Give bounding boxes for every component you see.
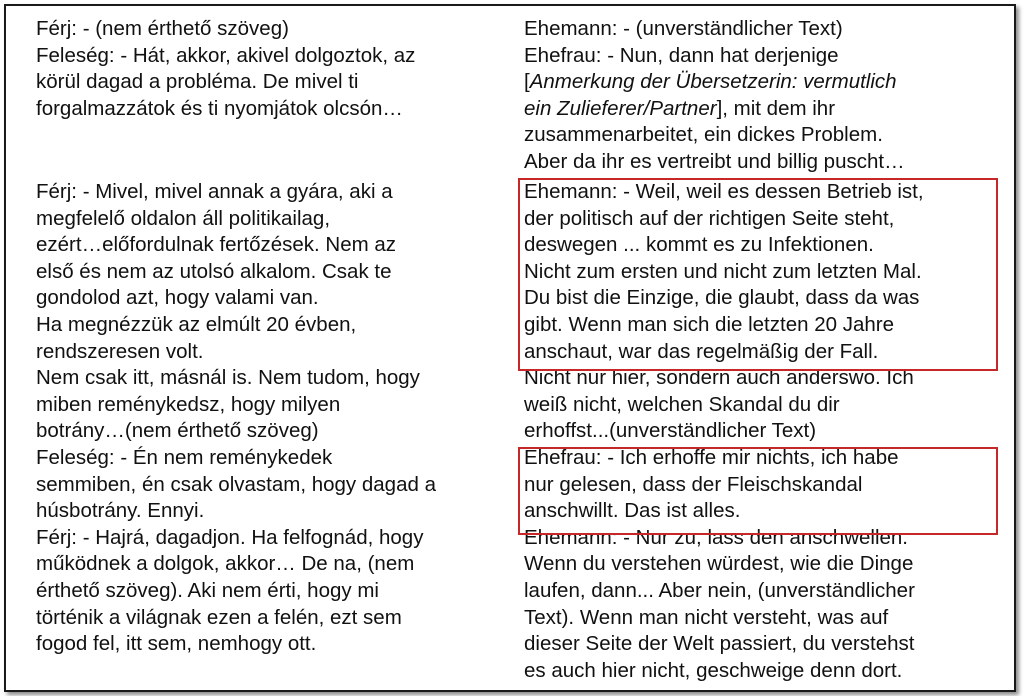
text-line: semmiben, én csak olvastam, hogy dagad a <box>36 472 436 496</box>
text-line: der politisch auf der richtigen Seite steht, <box>524 206 895 230</box>
text-line: Nicht nur hier, sondern auch anderswo. Ich <box>524 366 914 390</box>
text-line: körül dagad a probléma. De mivel ti <box>36 70 359 94</box>
text-line: megfelelő oldalon áll politikailag, <box>36 206 331 230</box>
text-line: miben reménykedsz, hogy milyen <box>36 392 341 416</box>
text-line: Ehefrau: - Ich erhoffe mir nichts, ich habe <box>524 445 899 469</box>
text-line: weiß nicht, welchen Skandal du dir <box>524 392 840 416</box>
text-line: ezért…előfordulnak fertőzések. Nem az <box>36 233 397 257</box>
text-line: anschwillt. Das ist alles. <box>524 499 741 523</box>
text-line: Feleség: - Hát, akkor, akivel dolgoztok, az <box>36 43 416 67</box>
text-line: zusammenarbeitet, ein dickes Problem. <box>524 123 883 147</box>
text-line: rendszeresen volt. <box>36 339 204 363</box>
text-line: Ha megnézzük az elmúlt 20 évben, <box>36 312 357 336</box>
bracket-open: [ <box>524 70 530 94</box>
german-block-2 <box>524 179 1014 684</box>
text-line: Férj: - Hajrá, dagadjon. Ha felfognád, hogy <box>36 525 424 549</box>
text-line: laufen, dann... Aber nein, (unverständlicher <box>524 578 915 602</box>
text-line: dieser Seite der Welt passiert, du verstehst <box>524 632 915 656</box>
document-frame <box>4 4 1016 692</box>
text-line: deswegen ... kommt es zu Infektionen. <box>524 233 874 257</box>
bracket-close: ], mit dem ihr <box>716 96 836 120</box>
text-line: Du bist die Einzige, die glaubt, dass da was <box>524 286 920 310</box>
text-line: erhoffst...(unverständlicher Text) <box>524 419 817 443</box>
text-line: húsbotrány. Ennyi. <box>36 499 205 523</box>
hungarian-block-2 <box>36 179 506 658</box>
text-line: Ehemann: - Weil, weil es dessen Betrieb ist, <box>524 180 924 203</box>
text-line: Aber da ihr es vertreibt und billig puscht… <box>524 149 905 173</box>
text-line: anschaut, war das regelmäßig der Fall. <box>524 339 879 363</box>
text-line: Ehemann: - (unverständlicher Text) <box>524 17 843 40</box>
text-line: nur gelesen, dass der Fleischskandal <box>524 472 863 496</box>
text-line: Feleség: - Én nem reménykedek <box>36 445 333 469</box>
translator-note: Anmerkung der Übersetzerin: vermutlich <box>529 70 897 94</box>
text-line: Férj: - Mivel, mivel annak a gyára, aki a <box>36 180 393 203</box>
text-line: fogod fel, itt sem, nemhogy ott. <box>36 632 317 656</box>
text-line: Wenn du verstehen würdest, wie die Dinge <box>524 552 914 576</box>
text-line: Ehemann: - Nur zu, lass den anschwellen. <box>524 525 909 549</box>
text-line: működnek a dolgok, akkor… De na, (nem <box>36 552 415 576</box>
hungarian-block-1 <box>36 16 506 122</box>
text-line: Ehefrau: - Nun, dann hat derjenige <box>524 43 839 67</box>
translator-note-line <box>524 96 1014 123</box>
text-line: Nem csak itt, másnál is. Nem tudom, hogy <box>36 366 420 390</box>
text-line: első és nem az utolsó alkalom. Csak te <box>36 259 392 283</box>
translator-note: ein Zulieferer/Partner <box>524 96 717 120</box>
text-line: történik a világnak ezen a felén, ezt sem <box>36 605 402 629</box>
german-block-1 <box>524 16 1014 176</box>
text-line: forgalmazzátok és ti nyomjátok olcsón… <box>36 96 403 120</box>
text-line: es auch hier nicht, geschweige denn dort. <box>524 658 903 682</box>
translator-note-line <box>524 69 1014 96</box>
text-line: gondolod azt, hogy valami van. <box>36 286 319 310</box>
text-line: botrány…(nem érthető szöveg) <box>36 419 319 443</box>
text-line: gibt. Wenn man sich die letzten 20 Jahre <box>524 312 894 336</box>
text-line: Text). Wenn man nicht versteht, was auf <box>524 605 889 629</box>
text-line: érthető szöveg). Aki nem érti, hogy mi <box>36 578 379 602</box>
text-line: Férj: - (nem érthető szöveg) <box>36 17 289 40</box>
text-line: Nicht zum ersten und nicht zum letzten Mal. <box>524 259 922 283</box>
